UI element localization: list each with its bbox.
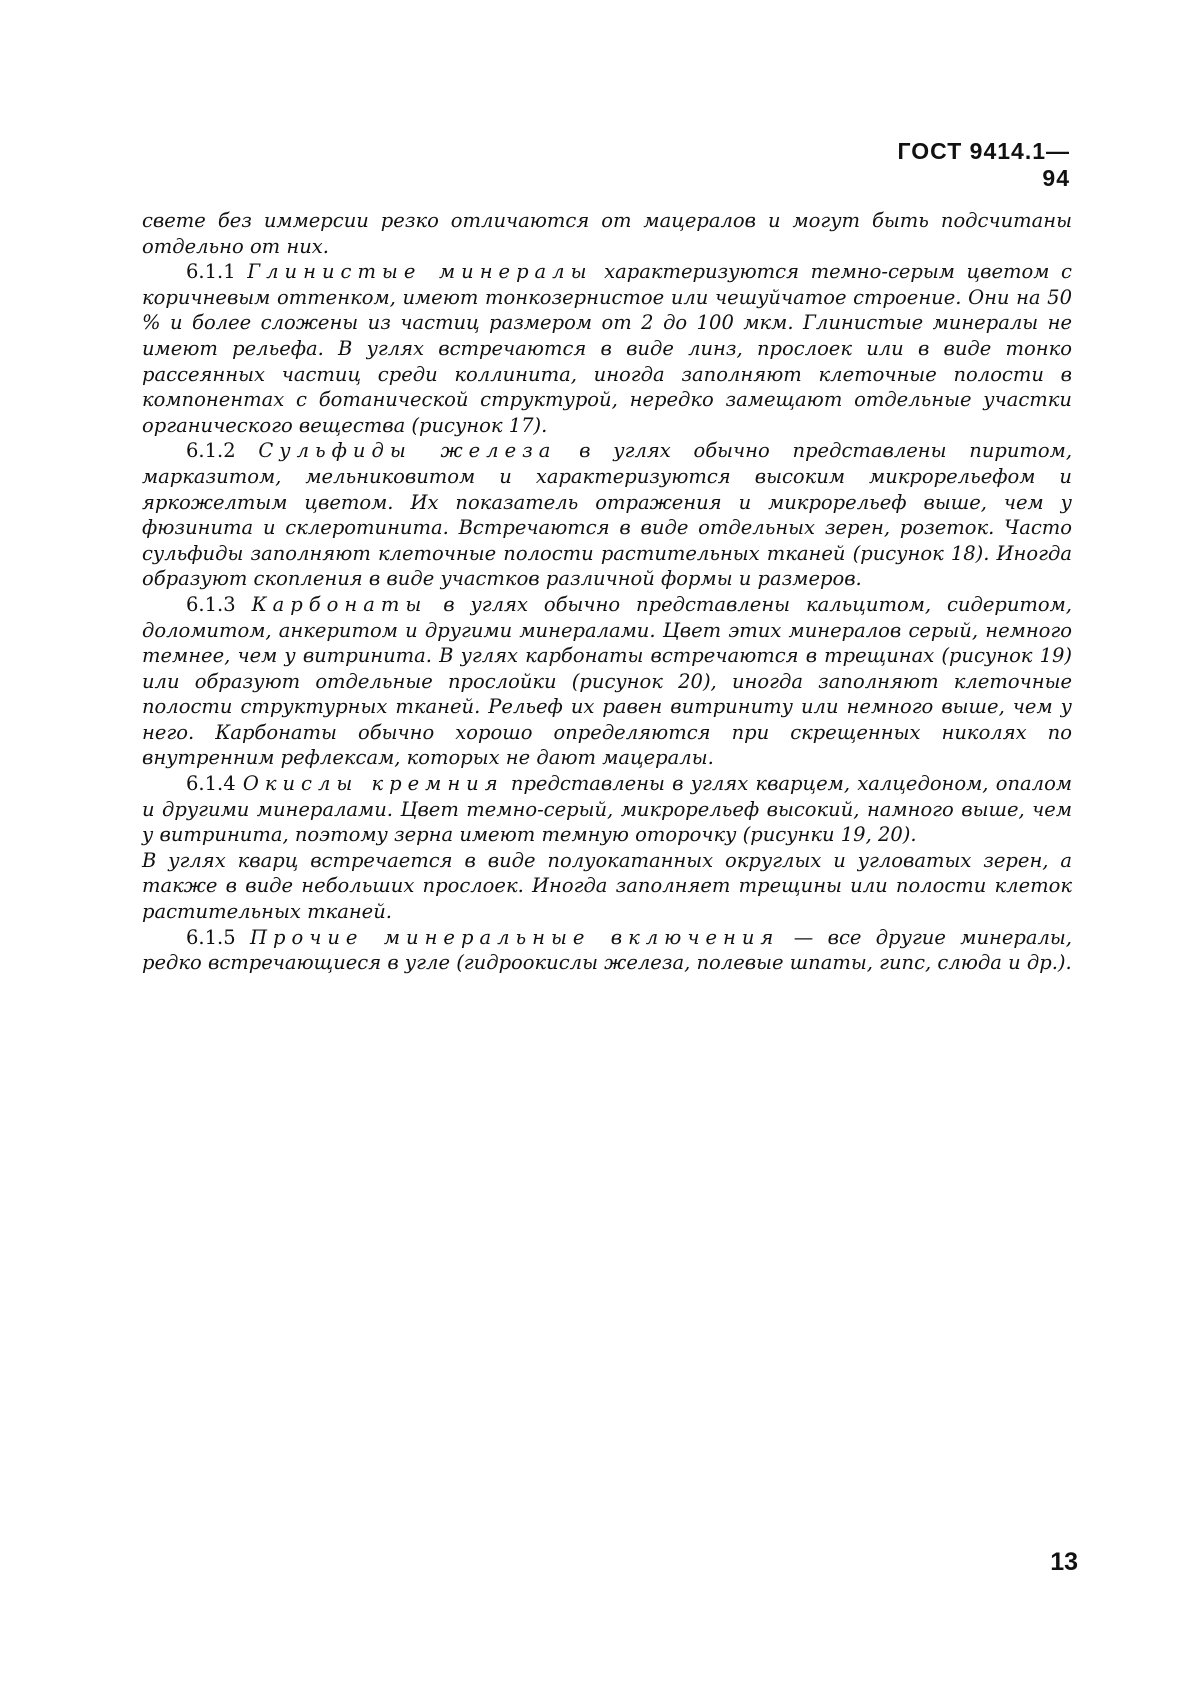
section-number: 6.1.1 <box>186 260 236 284</box>
section-term: Сульфиды железа <box>258 439 557 463</box>
body-text <box>142 208 1072 976</box>
paragraph-text: в углях обычно представлены пиритом, марказитом, мельниковитом и характеризуются высоким микрорельефом и яркожелтым цветом. Их показатель отражения и микрорельеф выше, чем у фюзинита и склеротинита. Встречаются в виде отдельных зерен, розеток. Часто сульфиды заполняют клеточные полости растительных тканей (рисунок 18). Иногда образуют скопления в виде участков различной формы и размеров. <box>142 439 1073 591</box>
paragraph-text: — все другие минералы, редко встречающиеся в угле (гидроокислы железа, полевые шпаты, гипс, слюда и др.). <box>142 925 1073 975</box>
section-term: Карбонаты <box>251 592 428 616</box>
section-number: 6.1.3 <box>186 592 236 616</box>
page-number: 13 <box>1050 1548 1078 1576</box>
paragraph-continuation <box>142 208 1072 259</box>
section-number: 6.1.2 <box>186 439 236 463</box>
paragraph-text: характеризуются темно-серым цветом с коричневым оттенком, имеют тонкозернистое или чешуйчатое строение. Они на 50 % и более сложены из частиц размером от 2 до 100 мкм. Глинистые минералы не имеют рельефа. В углях встречаются в виде линз, прослоек или в виде тонко рассеянных частиц среди коллинита, иногда заполняют клеточные полости в компонентах с ботанической структурой, нередко замещают отдельные участки органического вещества (рисунок 17). <box>142 260 1072 437</box>
section-6-1-1 <box>142 259 1072 438</box>
section-number: 6.1.5 <box>186 925 236 949</box>
paragraph-text: представлены в углях кварцем, халцедоном, опалом и другими минералами. Цвет темно-серый, микрорельеф высокий, намного выше, чем у витринита, поэтому зерна имеют темную оторочку (рисунки 19, 20). <box>142 772 1072 847</box>
document-code: ГОСТ 9414.1—94 <box>897 138 1070 191</box>
section-term: Окислы кремния <box>242 772 504 796</box>
paragraph-quartz <box>142 848 1072 925</box>
section-term: Прочие минеральные включения <box>250 925 780 949</box>
section-6-1-3 <box>142 592 1072 771</box>
section-number: 6.1.4 <box>186 772 236 796</box>
paragraph-text: В углях кварц встречается в виде полуокатанных округлых и угловатых зерен, а также в виде небольших прослоек. Иногда заполняет трещины или полости клеток растительных тканей. <box>142 848 1072 924</box>
section-6-1-2 <box>142 438 1072 592</box>
paragraph-text: в углях обычно представлены кальцитом, сидеритом, доломитом, анкеритом и другими минералами. Цвет этих минералов серый, немного темнее, чем у витринита. В углях карбонаты встречаются в трещинах (рисунок 19) или образуют отдельные прослойки (рисунок 20), иногда заполняют клеточные полости структурных тканей. Рельеф их равен витриниту или немного выше, чем у него. Карбонаты обычно хорошо определяются при скрещенных николях по внутренним рефлексам, которых не дают мацералы. <box>142 592 1073 770</box>
section-6-1-5 <box>142 925 1072 976</box>
paragraph-text: свете без иммерсии резко отличаются от мацералов и могут быть подсчитаны отдельно от них. <box>142 209 1072 258</box>
section-term: Глинистые минералы <box>247 260 593 284</box>
section-6-1-4 <box>142 771 1072 848</box>
